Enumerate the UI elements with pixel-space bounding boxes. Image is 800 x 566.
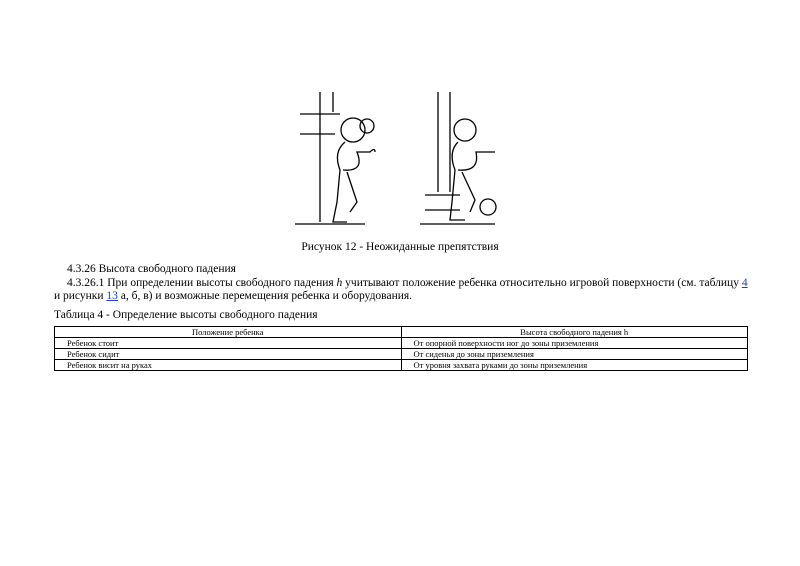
paragraph-line-2 (54, 290, 412, 302)
cell: От сиденья до зоны приземления (401, 349, 748, 360)
table-caption: Таблица 4 - Определение высоты свободного падения (54, 309, 318, 321)
table-row (55, 349, 748, 360)
section-heading: 4.3.26 Высота свободного падения (67, 263, 236, 275)
text: 4.3.26.1 При определении высоты свободного падения (67, 277, 337, 289)
text: и рисунки (54, 290, 107, 302)
cell: Ребенок сидит (55, 349, 402, 360)
paragraph-line-1 (67, 277, 748, 289)
header-height: Высота свободного падения h (401, 327, 748, 338)
cell: Ребенок стоит (55, 338, 402, 349)
figure-caption: Рисунок 12 - Неожиданные препятствия (301, 241, 499, 253)
header-position: Положение ребенка (55, 327, 402, 338)
table-row (55, 338, 748, 349)
cell: Ребенок висит на руках (55, 360, 402, 371)
illustration-child-tripping (420, 92, 520, 232)
text: учитывают положение ребенка относительно игровой поверхности (см. таблицу (342, 277, 742, 289)
free-fall-height-table (54, 326, 748, 371)
link-figure-13[interactable]: 13 (106, 290, 118, 302)
cell: От уровня захвата руками до зоны приземления (401, 360, 748, 371)
cell: От опорной поверхности ног до зоны приземления (401, 338, 748, 349)
link-table-4[interactable]: 4 (741, 277, 748, 289)
table-header-row (55, 327, 748, 338)
illustration-child-hitting-head (295, 92, 395, 232)
text: а, б, в) и возможные перемещения ребенка и оборудования. (117, 290, 413, 302)
variable-h: h (336, 277, 343, 289)
table-row (55, 360, 748, 371)
